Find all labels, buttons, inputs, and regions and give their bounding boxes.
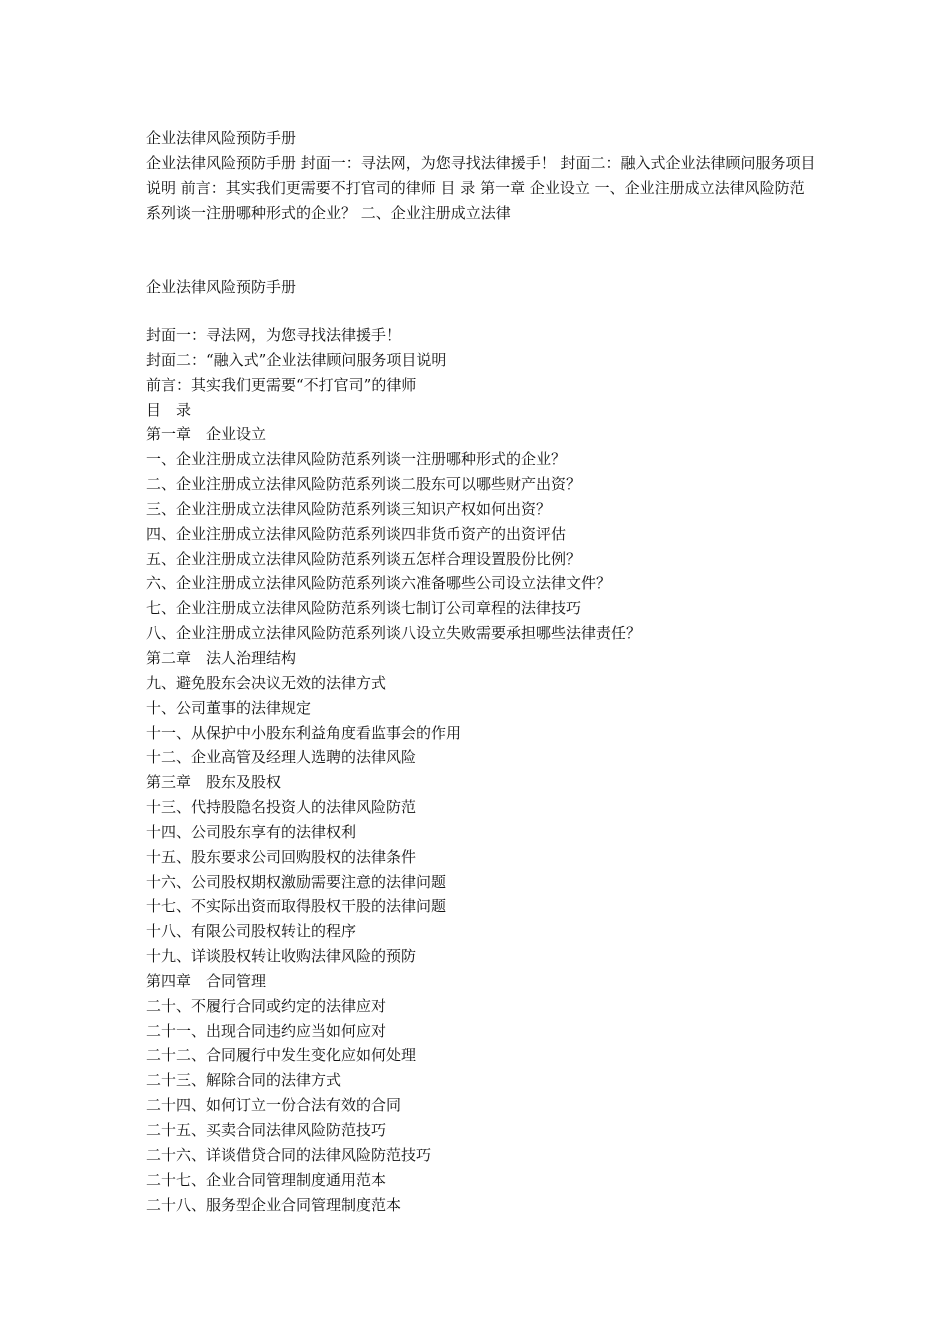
toc-item: 二十八、服务型企业合同管理制度范本	[146, 1195, 402, 1214]
toc-item: 二十四、如何订立一份合法有效的合同	[146, 1096, 402, 1115]
toc-item: 封面二：“融入式”企业法律顾问服务项目说明	[146, 350, 447, 369]
toc-item: 第四章 合同管理	[146, 971, 267, 990]
toc-item: 十八、有限公司股权转让的程序	[146, 922, 357, 941]
toc-item: 十六、公司股权期权激励需要注意的法律问题	[146, 872, 447, 891]
toc-item: 十一、从保护中小股东利益角度看监事会的作用	[146, 723, 462, 742]
toc-item: 七、企业注册成立法律风险防范系列谈七制订公司章程的法律技巧	[146, 599, 582, 618]
toc-item: 一、企业注册成立法律风险防范系列谈一注册哪种形式的企业？	[146, 450, 567, 469]
toc-item: 三、企业注册成立法律风险防范系列谈三知识产权如何出资？	[146, 499, 552, 518]
table-of-contents	[146, 323, 816, 1217]
toc-item: 十五、股东要求公司回购股权的法律条件	[146, 847, 417, 866]
toc-item: 十二、企业高管及经理人选聘的法律风险	[146, 748, 417, 767]
toc-item: 十三、代持股隐名投资人的法律风险防范	[146, 798, 417, 817]
toc-item: 第二章 法人治理结构	[146, 648, 297, 667]
document-header-title: 企业法律风险预防手册	[146, 129, 297, 147]
toc-item: 十九、详谈股权转让收购法律风险的预防	[146, 947, 417, 966]
toc-item: 五、企业注册成立法律风险防范系列谈五怎样合理设置股份比例？	[146, 549, 582, 568]
toc-item: 十四、公司股东享有的法律权利	[146, 822, 357, 841]
toc-item: 第三章 股东及股权	[146, 773, 282, 792]
document-title: 企业法律风险预防手册	[146, 278, 297, 296]
toc-item: 二十一、出现合同违约应当如何应对	[146, 1021, 387, 1040]
toc-item: 二十七、企业合同管理制度通用范本	[146, 1170, 387, 1189]
toc-item: 二十三、解除合同的法律方式	[146, 1071, 342, 1090]
toc-item: 六、企业注册成立法律风险防范系列谈六准备哪些公司设立法律文件？	[146, 574, 612, 593]
toc-item: 二十、不履行合同或约定的法律应对	[146, 996, 387, 1015]
toc-item: 二十二、合同履行中发生变化应如何处理	[146, 1046, 417, 1065]
toc-item: 目 录	[146, 400, 192, 419]
toc-item: 二十五、买卖合同法律风险防范技巧	[146, 1121, 387, 1139]
toc-item: 九、避免股东会决议无效的法律方式	[146, 673, 387, 692]
toc-item: 封面一：寻法网，为您寻找法律援手！	[146, 326, 402, 344]
toc-item: 第一章 企业设立	[146, 425, 267, 444]
toc-item: 四、企业注册成立法律风险防范系列谈四非货币资产的出资评估	[146, 524, 567, 543]
toc-item: 十七、不实际出资而取得股权干股的法律问题	[146, 897, 447, 916]
toc-item: 二、企业注册成立法律风险防范系列谈二股东可以哪些财产出资？	[146, 475, 582, 494]
document-summary: 企业法律风险预防手册 封面一：寻法网，为您寻找法律援手！ 封面二：融入式企业法律顾问服务项目说明 前言：其实我们更需要不打官司的律师 目 录 第一章 企业设立 一、企业注册成立法律风险防范系列谈一注册哪种形式的企业？ 二、企业注册成立法律	[146, 154, 816, 222]
toc-item: 十、公司董事的法律规定	[146, 698, 312, 717]
toc-item: 前言：其实我们更需要“不打官司”的律师	[146, 375, 417, 394]
toc-item: 二十六、详谈借贷合同的法律风险防范技巧	[146, 1145, 432, 1164]
toc-item: 八、企业注册成立法律风险防范系列谈八设立失败需要承担哪些法律责任？	[146, 624, 642, 643]
